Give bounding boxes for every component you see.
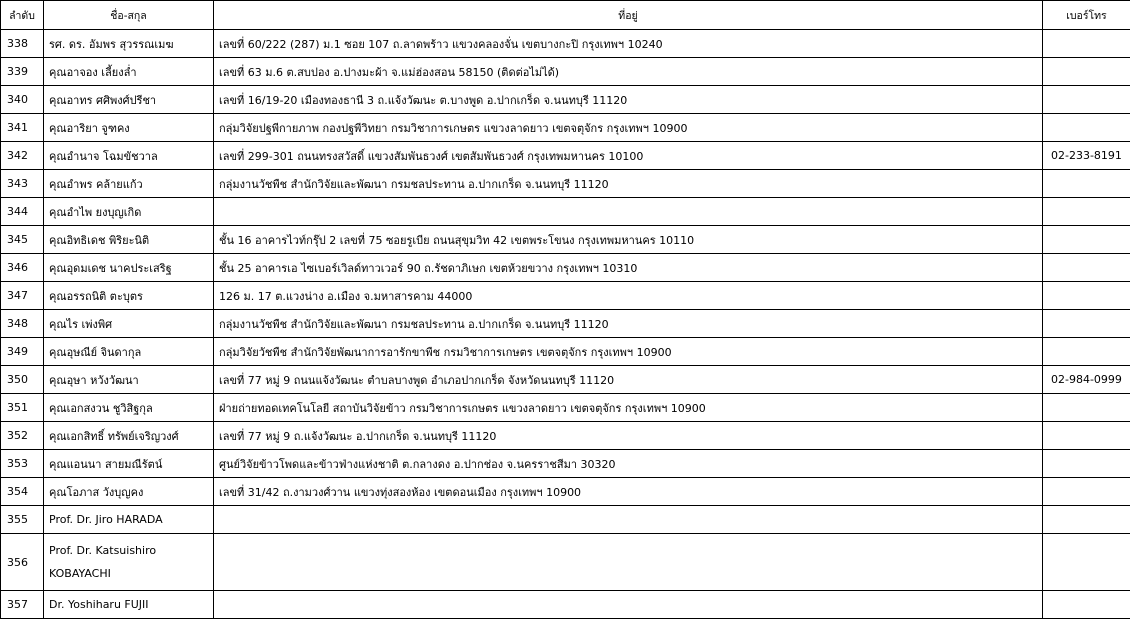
- row-phone: [1043, 310, 1130, 338]
- row-phone: [1043, 114, 1130, 142]
- table-row: [1, 450, 1130, 478]
- row-name: คุณเอกสิทธิ์ ทรัพย์เจริญวงศ์: [44, 422, 214, 450]
- row-address: เลขที่ 77 หมู่ 9 ถนนแจ้งวัฒนะ ตำบลบางพูด อำเภอปากเกร็ด จังหวัดนนทบุรี 11120: [214, 366, 1043, 394]
- row-no: 347: [1, 282, 44, 310]
- table-row: [1, 254, 1130, 282]
- row-name: คุณอิทธิเดช พิริยะนิติ: [44, 226, 214, 254]
- row-name: รศ. ดร. อัมพร สุวรรณเมฆ: [44, 30, 214, 58]
- row-no: 354: [1, 478, 44, 506]
- row-phone: 02-984-0999: [1043, 366, 1130, 394]
- row-no: 345: [1, 226, 44, 254]
- table-row: [1, 114, 1130, 142]
- table-row: [1, 30, 1130, 58]
- row-address: [214, 534, 1043, 591]
- row-name: คุณอำนาจ โฉมขัชวาล: [44, 142, 214, 170]
- row-phone: [1043, 226, 1130, 254]
- row-address: กลุ่มงานวัชพืช สำนักวิจัยและพัฒนา กรมชลประทาน อ.ปากเกร็ด จ.นนทบุรี 11120: [214, 310, 1043, 338]
- row-address: กลุ่มวิจัยวัชพืช สำนักวิจัยพัฒนาการอารักขาพืช กรมวิชาการเกษตร เขตจตุจักร กรุงเทพฯ 10900: [214, 338, 1043, 366]
- row-no: 348: [1, 310, 44, 338]
- row-no: 356: [1, 534, 44, 591]
- row-address: เลขที่ 77 หมู่ 9 ถ.แจ้งวัฒนะ อ.ปากเกร็ด จ.นนทบุรี 11120: [214, 422, 1043, 450]
- row-no: 346: [1, 254, 44, 282]
- table-row: [1, 282, 1130, 310]
- row-address: 126 ม. 17 ต.แวงน่าง อ.เมือง จ.มหาสารคาม 44000: [214, 282, 1043, 310]
- row-name: Prof. Dr. Katsuishiro KOBAYACHI: [44, 534, 214, 591]
- table-row: [1, 338, 1130, 366]
- table-row: [1, 142, 1130, 170]
- row-phone: [1043, 422, 1130, 450]
- row-no: 349: [1, 338, 44, 366]
- row-name: คุณอุษณีย์ จินดากุล: [44, 338, 214, 366]
- table-row: [1, 506, 1130, 534]
- table-row: [1, 366, 1130, 394]
- row-address: เลขที่ 16/19-20 เมืองทองธานี 3 ถ.แจ้งวัฒนะ ต.บางพูด อ.ปากเกร็ด จ.นนทบุรี 11120: [214, 86, 1043, 114]
- row-phone: [1043, 170, 1130, 198]
- row-address: เลขที่ 60/222 (287) ม.1 ซอย 107 ถ.ลาดพร้าว แขวงคลองจั่น เขตบางกะปิ กรุงเทพฯ 10240: [214, 30, 1043, 58]
- row-address: เลขที่ 63 ม.6 ต.สบปอง อ.ปางมะผ้า จ.แม่ฮ่องสอน 58150 (ติดต่อไม่ได้): [214, 58, 1043, 86]
- row-name: คุณอาริยา จูฑคง: [44, 114, 214, 142]
- row-name: Dr. Yoshiharu FUJII: [44, 591, 214, 619]
- row-address: ชั้น 16 อาคารไวท์กรุ๊ป 2 เลขที่ 75 ซอยรูเบีย ถนนสุขุมวิท 42 เขตพระโขนง กรุงเทพมหานคร 10110: [214, 226, 1043, 254]
- table-row: [1, 226, 1130, 254]
- row-phone: [1043, 506, 1130, 534]
- row-phone: [1043, 254, 1130, 282]
- table-row: [1, 422, 1130, 450]
- table-row: [1, 86, 1130, 114]
- row-name: คุณไร เพ่งพิศ: [44, 310, 214, 338]
- row-name: คุณโอภาส วังบุญคง: [44, 478, 214, 506]
- row-name: คุณเอกสงวน ชูวิสิฐกุล: [44, 394, 214, 422]
- row-name: คุณอาจอง เลี้ยงล่ำ: [44, 58, 214, 86]
- row-phone: [1043, 450, 1130, 478]
- header-address: ที่อยู่: [214, 1, 1043, 30]
- row-no: 352: [1, 422, 44, 450]
- row-address: ฝ่ายถ่ายทอดเทคโนโลยี สถาบันวิจัยข้าว กรมวิชาการเกษตร แขวงลาดยาว เขตจตุจักร กรุงเทพฯ 10900: [214, 394, 1043, 422]
- row-address: กลุ่มงานวัชพืช สำนักวิจัยและพัฒนา กรมชลประทาน อ.ปากเกร็ด จ.นนทบุรี 11120: [214, 170, 1043, 198]
- row-address: เลขที่ 31/42 ถ.งามวงศ์วาน แขวงทุ่งสองห้อง เขตดอนเมือง กรุงเทพฯ 10900: [214, 478, 1043, 506]
- row-address: [214, 591, 1043, 619]
- row-address: ศูนย์วิจัยข้าวโพดและข้าวฟ่างแห่งชาติ ต.กลางดง อ.ปากช่อง จ.นครราชสีมา 30320: [214, 450, 1043, 478]
- header-no: ลำดับ: [1, 1, 44, 30]
- row-address: เลขที่ 299-301 ถนนทรงสวัสดิ์ แขวงสัมพันธวงศ์ เขตสัมพันธวงศ์ กรุงเทพมหานคร 10100: [214, 142, 1043, 170]
- row-phone: [1043, 86, 1130, 114]
- row-no: 339: [1, 58, 44, 86]
- header-row: [1, 1, 1130, 30]
- row-name: คุณอำไพ ยงบุญเกิด: [44, 198, 214, 226]
- row-phone: [1043, 338, 1130, 366]
- row-name: คุณอุษา หวังวัฒนา: [44, 366, 214, 394]
- row-no: 340: [1, 86, 44, 114]
- row-no: 351: [1, 394, 44, 422]
- row-no: 357: [1, 591, 44, 619]
- row-address: [214, 198, 1043, 226]
- header-phone: เบอร์โทร: [1043, 1, 1130, 30]
- row-name: คุณอุดมเดช นาคประเสริฐ: [44, 254, 214, 282]
- table-row: [1, 310, 1130, 338]
- row-no: 341: [1, 114, 44, 142]
- row-phone: [1043, 534, 1130, 591]
- header-name: ชื่อ-สกุล: [44, 1, 214, 30]
- row-phone: [1043, 478, 1130, 506]
- row-name: Prof. Dr. Jiro HARADA: [44, 506, 214, 534]
- row-address: กลุ่มวิจัยปฐพีกายภาพ กองปฐพีวิทยา กรมวิชาการเกษตร แขวงลาดยาว เขตจตุจักร กรุงเทพฯ 10900: [214, 114, 1043, 142]
- row-phone: [1043, 282, 1130, 310]
- table-row: [1, 591, 1130, 619]
- row-phone: [1043, 58, 1130, 86]
- row-no: 344: [1, 198, 44, 226]
- row-no: 338: [1, 30, 44, 58]
- row-name: คุณอรรถนิติ ตะบุตร: [44, 282, 214, 310]
- row-phone: [1043, 30, 1130, 58]
- row-name: คุณอาทร ศศิพงศ์ปรีชา: [44, 86, 214, 114]
- table-row: [1, 534, 1130, 591]
- row-no: 342: [1, 142, 44, 170]
- table-row: [1, 394, 1130, 422]
- table-row: [1, 170, 1130, 198]
- row-phone: [1043, 198, 1130, 226]
- table-row: [1, 58, 1130, 86]
- row-phone: [1043, 591, 1130, 619]
- row-no: 353: [1, 450, 44, 478]
- row-phone: [1043, 394, 1130, 422]
- table-row: [1, 198, 1130, 226]
- row-phone: 02-233-8191: [1043, 142, 1130, 170]
- table-row: [1, 478, 1130, 506]
- row-no: 350: [1, 366, 44, 394]
- row-name: คุณอำพร คล้ายแก้ว: [44, 170, 214, 198]
- row-address: ชั้น 25 อาคารเอ ไซเบอร์เวิลด์ทาวเวอร์ 90 ถ.รัชดาภิเษก เขตห้วยขวาง กรุงเทพฯ 10310: [214, 254, 1043, 282]
- row-no: 355: [1, 506, 44, 534]
- row-no: 343: [1, 170, 44, 198]
- row-name: คุณแอนนา สายมณีรัตน์: [44, 450, 214, 478]
- row-address: [214, 506, 1043, 534]
